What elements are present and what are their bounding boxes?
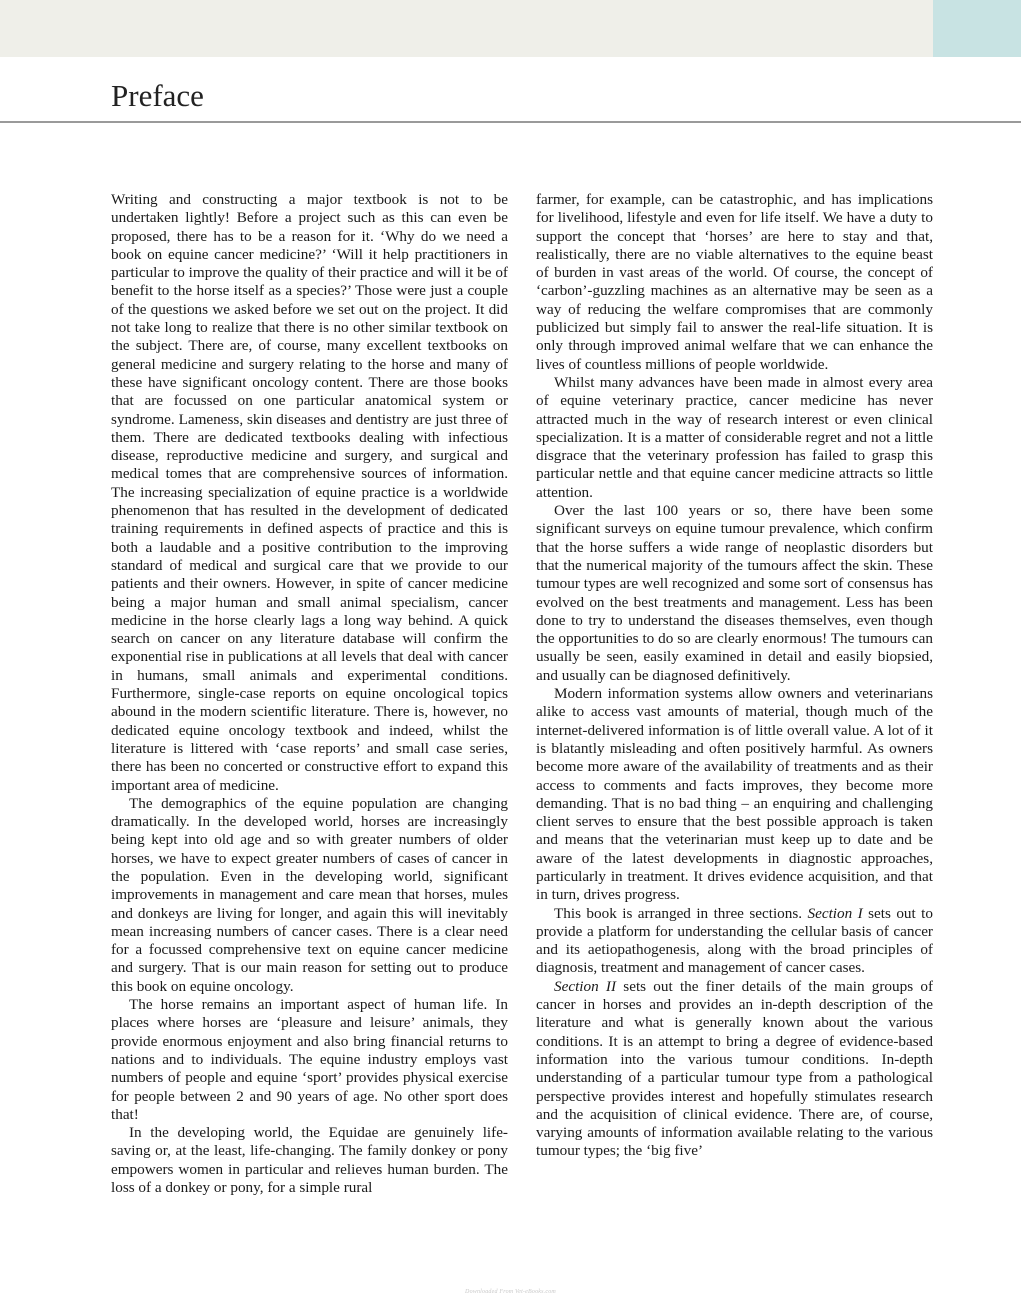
header-band bbox=[0, 0, 933, 57]
paragraph: farmer, for example, can be catastrophic, and has implications for livelihood, lifestyle and even for life itself. We have a duty to support the concept that ‘horses’ are here to stay and that, realistically, there are no viable alternatives to the equine beast of burden in vast areas of the world. Of course, the concept of ‘carbon’-guzzling machines as an alternative may be seen as a way of reducing the welfare compromises that are commonly publicized but simply fail to answer the real-life situation. It is only through improved animal welfare that we can enhance the lives of countless millions of people worldwide. bbox=[536, 191, 933, 373]
text-run: sets out the finer details of the main groups of cancer in horses and provides an in-depth description of the literature and what is generally known about the various conditions. It is an attempt to bring a degree of evidence-based information into the various tumour conditions. In-depth understanding of a particular tumour type from a pathological perspective provides interest and hopefully stimulates research and the acquisition of clinical evidence. There are, of course, varying amounts of information available relating to the various tumour types; the ‘big five’ bbox=[536, 977, 933, 1160]
left-text-column bbox=[111, 191, 508, 1247]
header-accent-block bbox=[933, 0, 1021, 57]
right-text-column bbox=[536, 191, 933, 1247]
footer-watermark: Downloaded From Vet-eBooks.com bbox=[465, 1289, 556, 1295]
text-run: This book is arranged in three sections. bbox=[554, 904, 808, 922]
paragraph: The horse remains an important aspect of human life. In places where horses are ‘pleasure and leisure’ animals, they provide enormous enjoyment and also bring financial returns to nations and to individuals. The equine industry employs vast numbers of people and equine ‘sport’ provides physical exercise for people between 2 and 90 years of age. No other sport does that! bbox=[111, 996, 508, 1123]
paragraph-sections bbox=[536, 905, 933, 978]
page-title: Preface bbox=[111, 78, 204, 113]
paragraph: In the developing world, the Equidae are genuinely life-saving or, at the least, life-changing. The family donkey or pony empowers women in particular and relieves human burden. The loss of a donkey or pony, for a simple rural bbox=[111, 1124, 508, 1197]
title-divider bbox=[0, 121, 1021, 123]
paragraph: Writing and constructing a major textbook is not to be undertaken lightly! Before a project such as this can even be proposed, there has to be a reason for it. ‘Why do we need a book on equine cancer medicine?’ ‘Will it help practitioners in particular to improve the quality of their practice and will it be of benefit to the horse itself as a species?’ Those were just a couple of the questions we asked before we set out on the project. It did not take long to realize that there is no other similar textbook on the subject. There are, of course, many excellent textbooks on general medicine and surgery relating to the horse and many of these have significant oncology content. There are those books that are focussed on one particular anatomical system or syndrome. Lameness, skin diseases and dentistry are just three of them. There are dedicated textbooks dealing with infectious disease, reproductive medicine and surgery, and surgical and medical tomes that are comprehensive sources of information. The increasing specialization of equine practice is a worldwide phenomenon that has resulted in the development of dedicated training requirements in defined aspects of practice and this is both a laudable and a positive contribution to the improving standard of medical and surgical care that we provide to our patients and their owners. However, in spite of cancer medicine being a major human and small animal specialism, cancer medicine in the horse clearly lags a long way behind. A quick search on cancer on any literature database will confirm the exponential rise in publications at all levels that deal with cancer in humans, small animals and experimental conditions. Furthermore, single-case reports on equine oncological topics abound in the modern scientific literature. There is, however, no dedicated equine oncology textbook and indeed, whilst the literature is littered with ‘case reports’ and small case series, there has been no concerted or constructive effort to expand this important area of medicine. bbox=[111, 191, 508, 794]
paragraph: Over the last 100 years or so, there have been some significant surveys on equine tumour prevalence, which confirm that the horse suffers a wide range of neoplastic disorders but that the numerical majority of the tumours affect the skin. These tumour types are well recognized and some sort of consensus has evolved on the best treatments and management. Less has been done to try to understand the diseases themselves, even though the opportunities to do so are clearly enormous! The tumours can usually be seen, easily examined in detail and easily biopsied, and usually can be diagnosed definitively. bbox=[536, 502, 933, 684]
paragraph-sections bbox=[536, 978, 933, 1161]
section-reference: Section I bbox=[807, 904, 863, 922]
paragraph: Modern information systems allow owners and veterinarians alike to access vast amounts of material, though much of the internet-delivered information is of little overall value. A lot of it is blatantly misleading and often positively harmful. As owners become more aware of the availability of treatments and as their access to comments and facts improves, they become more demanding. That is no bad thing – an enquiring and challenging client serves to ensure that the best possible approach is taken and means that the veterinarian must keep up to date and be aware of the latest developments in diagnostic approaches, particularly in treatment. It drives evidence acquisition, and that in turn, drives progress. bbox=[536, 685, 933, 904]
paragraph: Whilst many advances have been made in almost every area of equine veterinary practice, cancer medicine has never attracted much in the way of research interest or even clinical specialization. It is a matter of considerable regret and not a little disgrace that the veterinary profession has failed to grasp this particular nettle and that equine cancer medicine attracts so little attention. bbox=[536, 373, 933, 501]
paragraph: The demographics of the equine population are changing dramatically. In the developed world, horses are increasingly being kept into old age and so with greater numbers of older horses, we have to expect greater numbers of cases of cancer in the population. Even in the developing world, significant improvements in management and care mean that horses, mules and donkeys are living for longer, and again this will inevitably mean increasing numbers of cancer cases. There is a clear need for a focussed comprehensive text on equine cancer medicine and surgery. That is our main reason for setting out to produce this book on equine oncology. bbox=[111, 794, 508, 995]
section-reference: Section II bbox=[554, 977, 617, 995]
text-run: sets out to provide a platform for understanding the cellular basis of cancer and its aetiopathogenesis, along with the broad principles of diagnosis, treatment and management of cancer cases. bbox=[536, 904, 933, 977]
